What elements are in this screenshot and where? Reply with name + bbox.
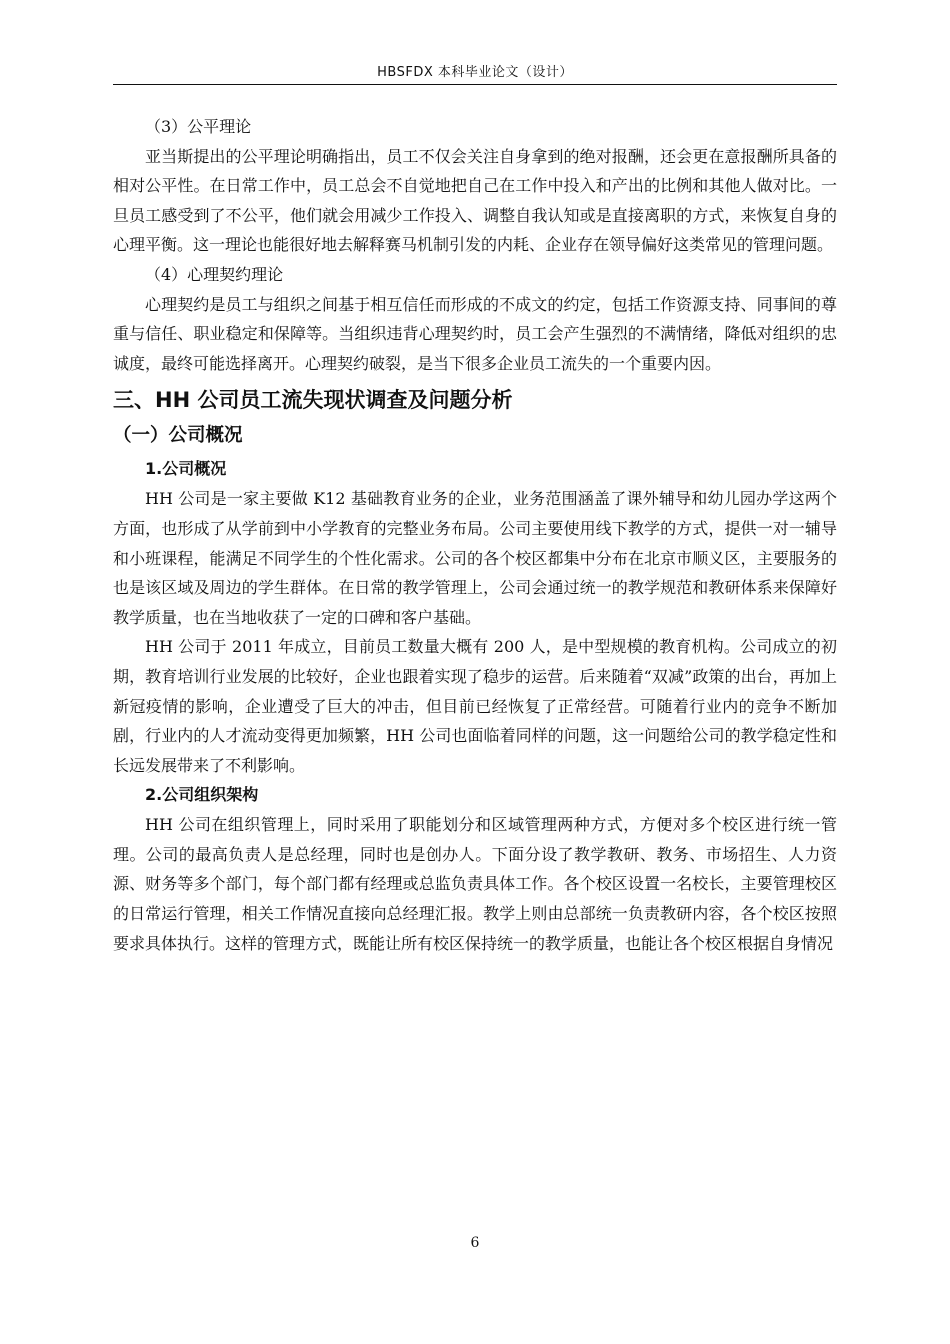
body-text — [113, 112, 837, 958]
running-header: HBSFDX 本科毕业论文（设计） — [377, 65, 573, 80]
subsection-title-equity-theory: （3）公平理论 — [145, 117, 252, 136]
item-heading-company-overview: 1.公司概况 — [145, 459, 227, 479]
paragraph-psychological-contract: 心理契约是员工与组织之间基于相互信任而形成的不成文的约定，包括工作资源支持、同事间的尊重与信任、职业稳定和保障等。当组织违背心理契约时，员工会产生强烈的不满情绪，降低对组织的忠诚度，最终可能选择离开。心理契约破裂，是当下很多企业员工流失的一个重要内因。 — [113, 294, 837, 373]
subsection-title-psychological-contract: （4）心理契约理论 — [145, 264, 284, 284]
header-rule — [113, 84, 837, 85]
paragraph-company-overview-1: HH 公司是一家主要做 K12 基础教育业务的企业，业务范围涵盖了课外辅导和幼儿园办学这两个方面，也形成了从学前到中小学教育的完整业务布局。公司主要使用线下教学的方式，提供一对一辅导和小班课程，能满足不同学生的个性化需求。公司的各个校区都集中分布在北京市顺义区，主要服务的也是该区域及周边的学生群体。在日常的教学管理上，公司会通过统一的教学规范和教研体系来保障好教学质量，也在当地收获了一定的口碑和客户基础。 — [113, 489, 837, 627]
subsection-heading-company-overview: （一）公司概况 — [113, 425, 243, 447]
section-heading-3: 三、HH 公司员工流失现状调查及问题分析 — [113, 388, 513, 413]
paragraph-company-overview-2: HH 公司于 2011 年成立，目前员工数量大概有 200 人，是中型规模的教育机构。公司成立的初期，教育培训行业发展的比较好，企业也跟着实现了稳步的运营。后来随着“双减”政策的出台，再加上新冠疫情的影响，企业遭受了巨大的冲击，但目前已经恢复了正常经营。可随着行业内的竞争不断加剧，行业内的人才流动变得更加频繁，HH 公司也面临着同样的问题，这一问题给公司的教学稳定性和长远发展带来了不利影响。 — [113, 637, 837, 775]
item-heading-org-structure: 2.公司组织架构 — [145, 785, 259, 805]
paragraph-org-structure: HH 公司在组织管理上，同时采用了职能划分和区域管理两种方式，方便对多个校区进行统一管理。公司的最高负责人是总经理，同时也是创办人。下面分设了教学教研、教务、市场招生、人力资源、财务等多个部门，每个部门都有经理或总监负责具体工作。各个校区设置一名校长，主要管理校区的日常运行管理，相关工作情况直接向总经理汇报。教学上则由总部统一负责教研内容，各个校区按照要求具体执行。这样的管理方式，既能让所有校区保持统一的教学质量，也能让各个校区根据自身情况 — [113, 815, 837, 953]
paragraph-equity-theory: 亚当斯提出的公平理论明确指出，员工不仅会关注自身拿到的绝对报酬，还会更在意报酬所具备的相对公平性。在日常工作中，员工总会不自觉地把自己在工作中投入和产出的比例和其他人做对比。一旦员工感受到了不公平，他们就会用减少工作投入、调整自我认知或是直接离职的方式，来恢复自身的心理平衡。这一理论也能很好地去解释赛马机制引发的内耗、企业存在领导偏好这类常见的管理问题。 — [113, 146, 837, 255]
page-number: 6 — [470, 1235, 480, 1251]
